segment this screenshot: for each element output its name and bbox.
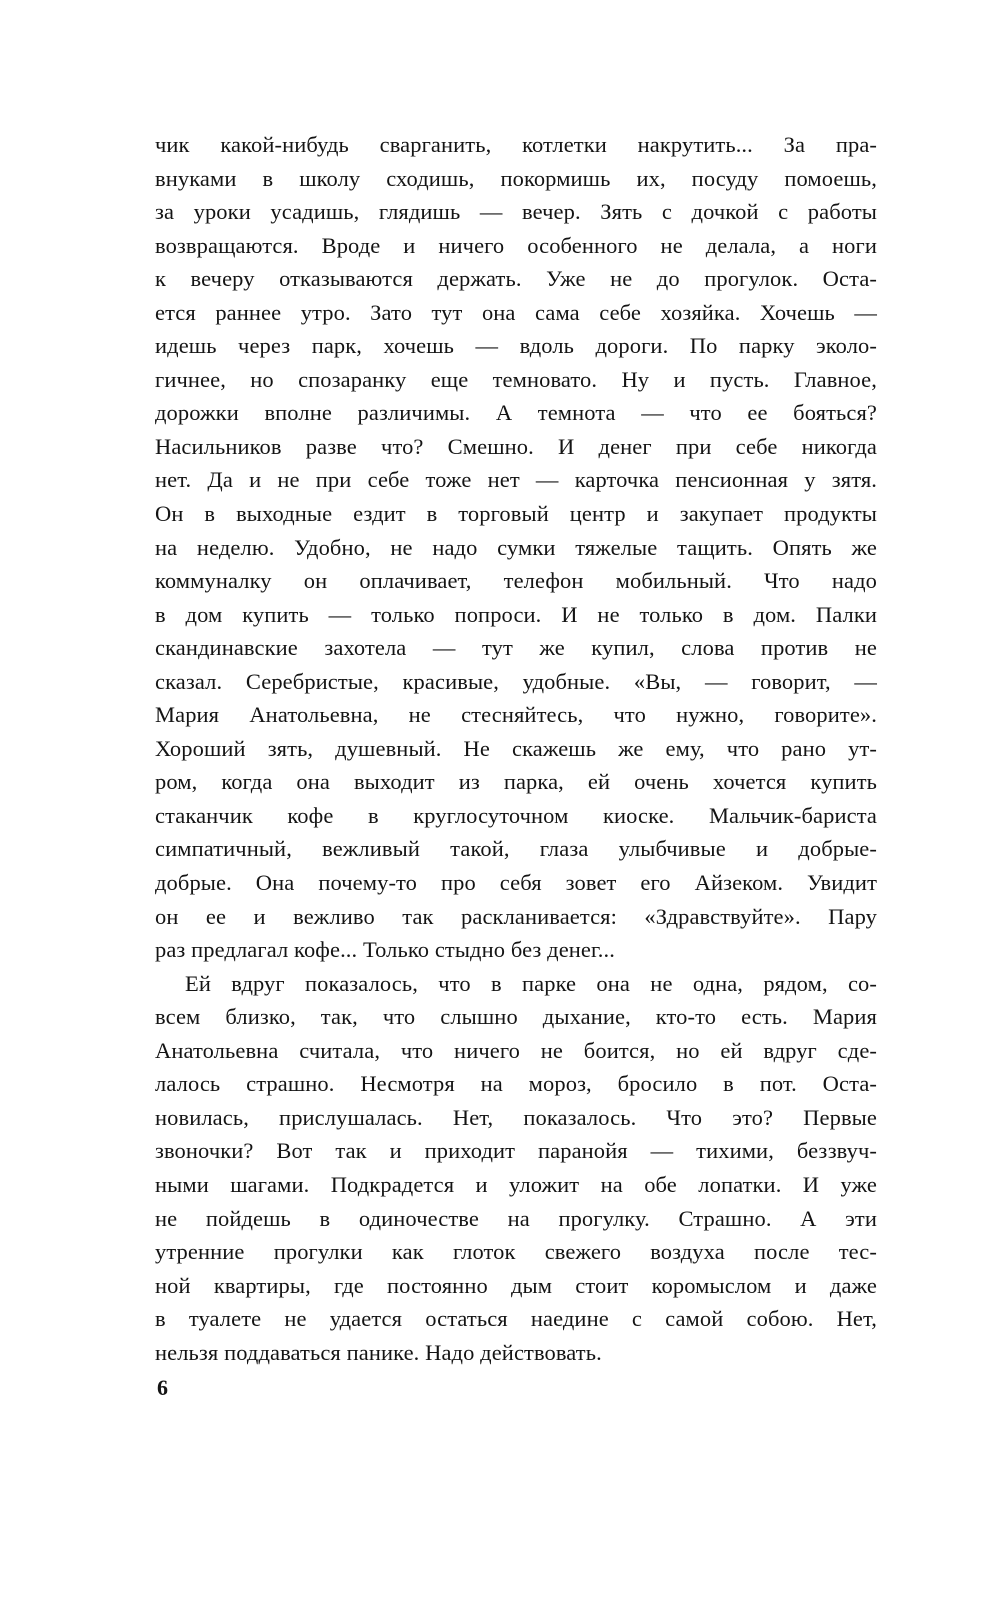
text-line: к вечеру отказываются держать. Уже не до прогулок. Оста- — [155, 266, 877, 292]
text-line: в туалете не удается остаться наедине с самой собою. Нет, — [155, 1306, 877, 1332]
text-line: добрые. Она почему-то про себя зовет его Айзеком. Увидит — [155, 870, 877, 896]
text-line: идешь через парк, хочешь — вдоль дороги. По парку эколо- — [155, 333, 877, 359]
text-line: гичнее, но спозаранку еще темновато. Ну и пусть. Главное, — [155, 366, 877, 392]
text-line: ной квартиры, где постоянно дым стоит коромыслом и даже — [155, 1272, 877, 1298]
page-number: 6 — [157, 1375, 168, 1400]
text-line: не пойдешь в одиночестве на прогулку. Страшно. А эти — [155, 1205, 877, 1231]
text-line: за уроки усадишь, глядишь — вечер. Зять с дочкой с работы — [155, 199, 877, 225]
text-line: нельзя поддаваться панике. Надо действовать. — [155, 1339, 602, 1365]
text-line: симпатичный, вежливый такой, глаза улыбчивые и добрые- — [155, 836, 877, 862]
text-line: Мария Анатольевна, не стесняйтесь, что нужно, говорите». — [155, 702, 877, 728]
text-line: возвращаются. Вроде и ничего особенного не делала, а ноги — [155, 232, 877, 258]
text-line: Хороший зять, душевный. Не скажешь же ему, что рано ут- — [155, 735, 877, 761]
page-text — [155, 128, 877, 1369]
text-line: внуками в школу сходишь, покормишь их, посуду помоешь, — [155, 165, 877, 191]
text-line: нет. Да и не при себе тоже нет — карточка пенсионная у зятя. — [155, 467, 877, 493]
text-line: ными шагами. Подкрадется и уложит на обе лопатки. И уже — [155, 1171, 877, 1197]
text-line: лалось страшно. Несмотря на мороз, бросило в пот. Оста- — [155, 1071, 877, 1097]
text-line: Ей вдруг показалось, что в парке она не одна, рядом, со- — [185, 970, 877, 996]
text-line: ром, когда она выходит из парка, ей очень хочется купить — [155, 769, 877, 795]
text-line: он ее и вежливо так раскланивается: «Здравствуйте». Пару — [155, 903, 877, 929]
text-line: в дом купить — только попроси. И не только в дом. Палки — [155, 601, 877, 627]
text-line: на неделю. Удобно, не надо сумки тяжелые тащить. Опять же — [155, 534, 877, 560]
text-line: новилась, прислушалась. Нет, показалось. Что это? Первые — [155, 1104, 877, 1130]
text-line: чик какой-нибудь сварганить, котлетки накрутить... За пра- — [155, 132, 877, 157]
text-line: скандинавские захотела — тут же купил, слова против не — [155, 635, 877, 661]
text-line: всем близко, так, что слышно дыхание, кто-то есть. Мария — [155, 1004, 877, 1030]
text-line: Насильников разве что? Смешно. И денег при себе никогда — [155, 433, 877, 459]
text-line: раз предлагал кофе... Только стыдно без денег... — [155, 937, 615, 963]
text-line: Анатольевна считала, что ничего не боится, но ей вдруг сде- — [155, 1037, 877, 1063]
text-line: ется раннее утро. Зато тут она сама себе хозяйка. Хочешь — — [155, 299, 877, 325]
text-line: коммуналку он оплачивает, телефон мобильный. Что надо — [155, 568, 877, 594]
text-line: Он в выходные ездит в торговый центр и закупает продукты — [155, 501, 877, 527]
text-line: сказал. Серебристые, красивые, удобные. «Вы, — говорит, — — [155, 668, 877, 694]
text-line: дорожки вполне различимы. А темнота — что ее бояться? — [155, 400, 877, 426]
text-line: звоночки? Вот так и приходит паранойя — тихими, беззвуч- — [155, 1138, 877, 1164]
text-line: утренние прогулки как глоток свежего воздуха после тес- — [155, 1239, 877, 1265]
text-line: стаканчик кофе в круглосуточном киоске. Мальчик-бариста — [155, 802, 877, 828]
